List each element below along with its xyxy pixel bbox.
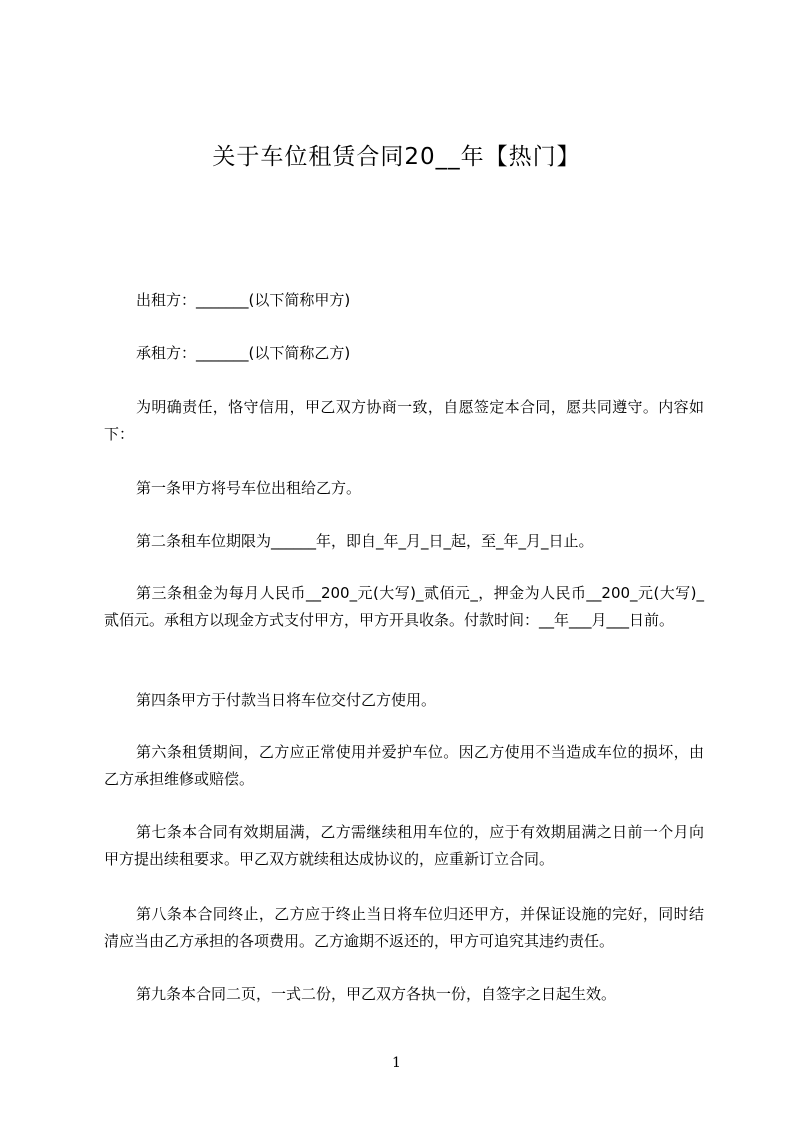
paragraph-lessor: 出租方：_______(以下简称甲方) <box>136 291 351 309</box>
paragraph-article-9: 第九条本合同二页，一式二份，甲乙双方各执一份，自签字之日起生效。 <box>136 985 617 1003</box>
paragraph-article-4: 第四条甲方于付款当日将车位交付乙方使用。 <box>136 691 437 709</box>
paragraph-article-6: 第六条租赁期间，乙方应正常使用并爱护车位。因乙方使用不当造成车位的损坏，由乙方承担维修或赔偿。 <box>104 743 704 788</box>
paragraph-article-3: 第三条租金为每月人民币__200_元(大写)_贰佰元_，押金为人民币__200_元(大写)_贰佰元。承租方以现金方式支付甲方，甲方开具收条。付款时间：__年___月___日前。 <box>104 584 704 629</box>
paragraph-lessee: 承租方：_______(以下简称乙方) <box>136 344 351 362</box>
paragraph-article-1: 第一条甲方将号车位出租给乙方。 <box>136 479 362 497</box>
paragraph-article-2: 第二条租车位期限为______年，即自_年_月_日_起，至_年_月_日止。 <box>136 532 594 550</box>
paragraph-article-7: 第七条本合同有效期届满，乙方需继续租用车位的，应于有效期届满之日前一个月向甲方提出续租要求。甲乙双方就续租达成协议的，应重新订立合同。 <box>104 823 704 868</box>
paragraph-preamble: 为明确责任，恪守信用，甲乙双方协商一致，自愿签定本合同，愿共同遵守。内容如下： <box>104 398 704 443</box>
page-number: 1 <box>392 1055 401 1071</box>
paragraph-article-8: 第八条本合同终止，乙方应于终止当日将车位归还甲方，并保证设施的完好，同时结清应当由乙方承担的各项费用。乙方逾期不返还的，甲方可追究其违约责任。 <box>104 905 704 950</box>
document-title: 关于车位租赁合同20__年【热门】 <box>212 144 581 170</box>
